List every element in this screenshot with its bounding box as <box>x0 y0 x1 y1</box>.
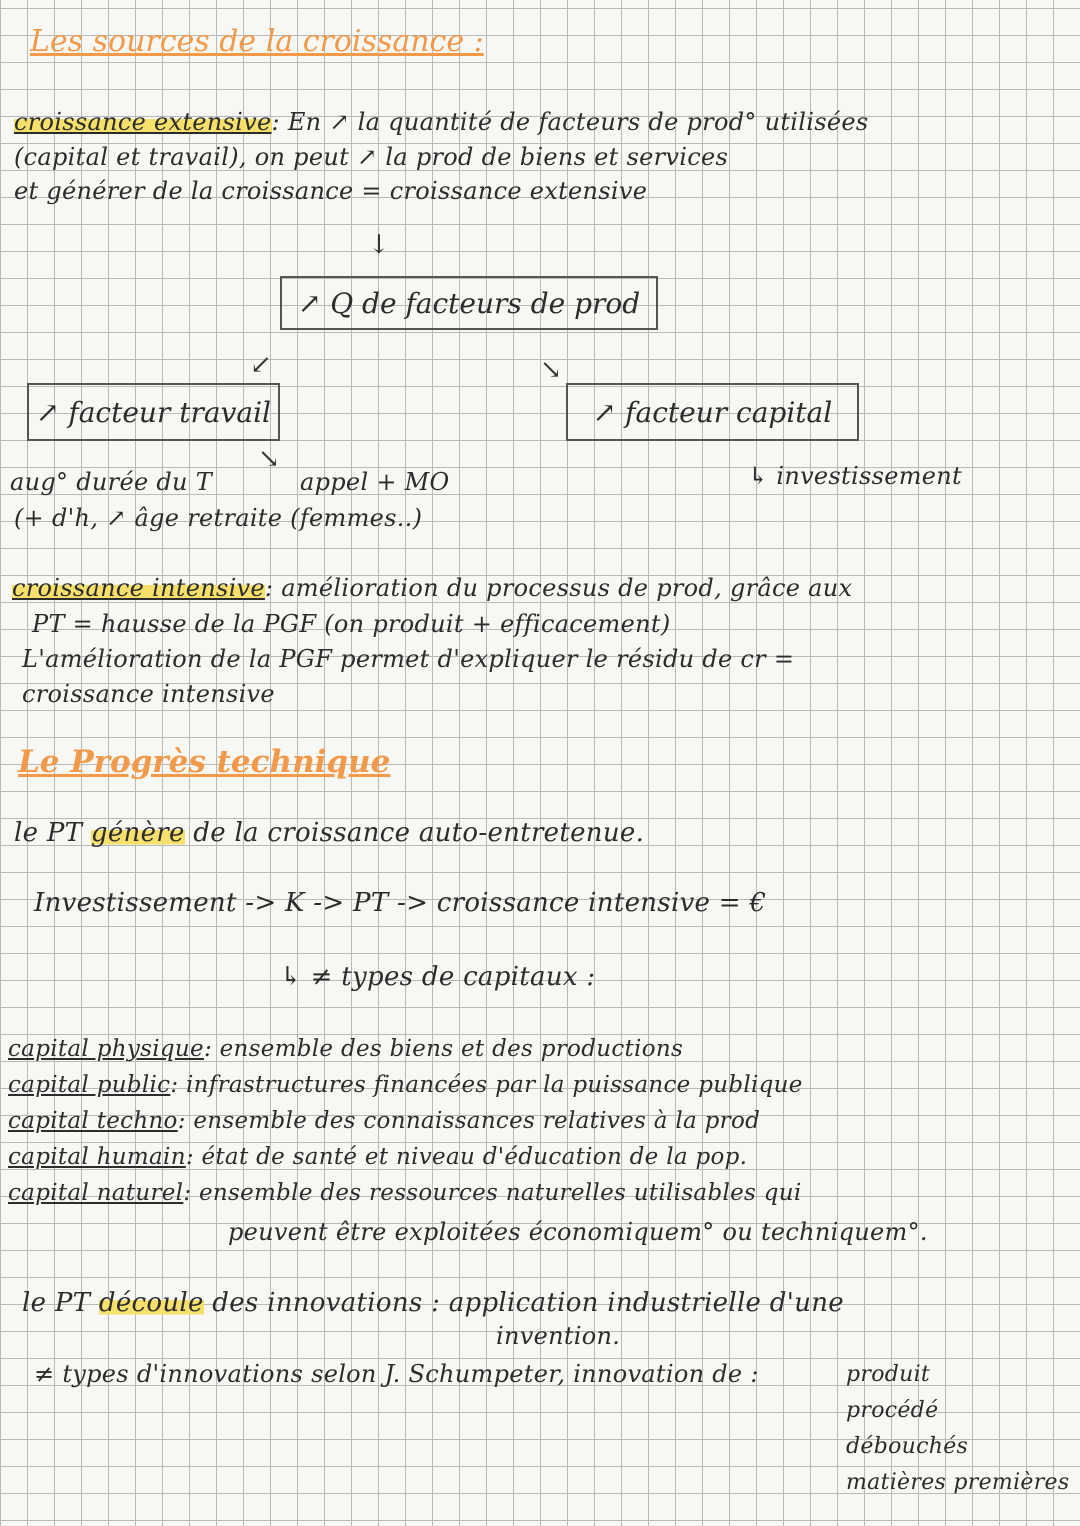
down-arrow-icon: ↓ <box>368 230 390 260</box>
right-sub: ↳ investissement <box>748 462 962 490</box>
intensive-term: croissance intensive <box>12 574 265 602</box>
intensive-line-1 <box>12 574 852 602</box>
innovation-rest: des innovations : application industrielle d'une <box>212 1288 844 1318</box>
intensive-line-3: L'amélioration de la PGF permet d'expliquer le résidu de cr = <box>22 645 795 673</box>
capital-naturel-continuation: peuvent être exploitées économiquem° ou techniquem°. <box>228 1218 928 1246</box>
innovation-type-item: matières premières <box>846 1470 1070 1495</box>
capital-term: capital naturel <box>8 1180 184 1206</box>
capital-definition: : infrastructures financées par la puissance publique <box>170 1072 803 1098</box>
intensive-line-4: croissance intensive <box>22 680 275 708</box>
capital-term: capital public <box>8 1072 171 1098</box>
capital-definition: : ensemble des connaissances relatives à la prod <box>177 1108 761 1134</box>
arrow-down-left-icon: ↙ <box>250 350 272 380</box>
intensive-def-1: : amélioration du processus de prod, grâce aux <box>264 574 853 602</box>
extensive-line-3: et générer de la croissance = croissance extensive <box>14 177 648 205</box>
left-sub-1: aug° durée du T <box>10 468 213 496</box>
capital-item <box>8 1180 802 1206</box>
extensive-term: croissance extensive <box>14 108 272 136</box>
innovation-line-3: ≠ types d'innovations selon J. Schumpeter, innovation de : <box>34 1360 759 1388</box>
arrow-down-right-icon: ↘ <box>540 355 562 385</box>
arrow-down-right-small-icon: ↘ <box>258 444 280 474</box>
extensive-def-1: : En ↗ la quantité de facteurs de prod° utilisées <box>271 108 869 136</box>
pt-line-1 <box>14 818 644 848</box>
diagram-right-box: ↗ facteur capital <box>566 383 859 441</box>
innovation-type-item: débouchés <box>846 1434 969 1459</box>
innovation-type-item: procédé <box>846 1398 939 1423</box>
diagram-left-box: ↗ facteur travail <box>27 383 280 441</box>
capital-item <box>8 1072 803 1098</box>
pt-rest: de la croissance auto-entretenue. <box>193 818 645 848</box>
innovation-line-2: invention. <box>496 1322 621 1350</box>
capital-term: capital techno <box>8 1108 178 1134</box>
pt-subject: le PT <box>14 818 83 848</box>
capital-definition: : ensemble des biens et des productions <box>203 1036 684 1062</box>
innovation-subject: le PT <box>22 1288 91 1318</box>
pt-verb-highlight: génère <box>90 818 185 848</box>
innovation-verb-highlight: découle <box>98 1288 204 1318</box>
capital-definition: : état de santé et niveau d'éducation de la pop. <box>185 1144 748 1170</box>
extensive-line-2: (capital et travail), on peut ↗ la prod de biens et services <box>14 143 729 171</box>
pt-chain: Investissement -> K -> PT -> croissance intensive = € <box>34 888 767 918</box>
left-sub-3: (+ d'h, ↗ âge retraite (femmes..) <box>14 504 423 532</box>
page-title: Les sources de la croissance : <box>30 24 484 59</box>
capital-item <box>8 1144 747 1170</box>
intensive-line-2: PT = hausse de la PGF (on produit + efficacement) <box>32 610 671 638</box>
innovation-type-item: produit <box>846 1362 931 1387</box>
extensive-line-1 <box>14 108 868 136</box>
capital-term: capital humain <box>8 1144 186 1170</box>
capital-term: capital physique <box>8 1036 204 1062</box>
innovation-line-1 <box>22 1288 844 1318</box>
capital-item <box>8 1108 760 1134</box>
diagram-center-box: ↗ Q de facteurs de prod <box>280 276 658 330</box>
left-sub-2: appel + MO <box>300 468 450 496</box>
capital-item <box>8 1036 683 1062</box>
pt-types: ↳ ≠ types de capitaux : <box>280 962 596 992</box>
capital-definition: : ensemble des ressources naturelles utilisables qui <box>183 1180 802 1206</box>
section-title-progres: Le Progrès technique <box>18 744 391 780</box>
